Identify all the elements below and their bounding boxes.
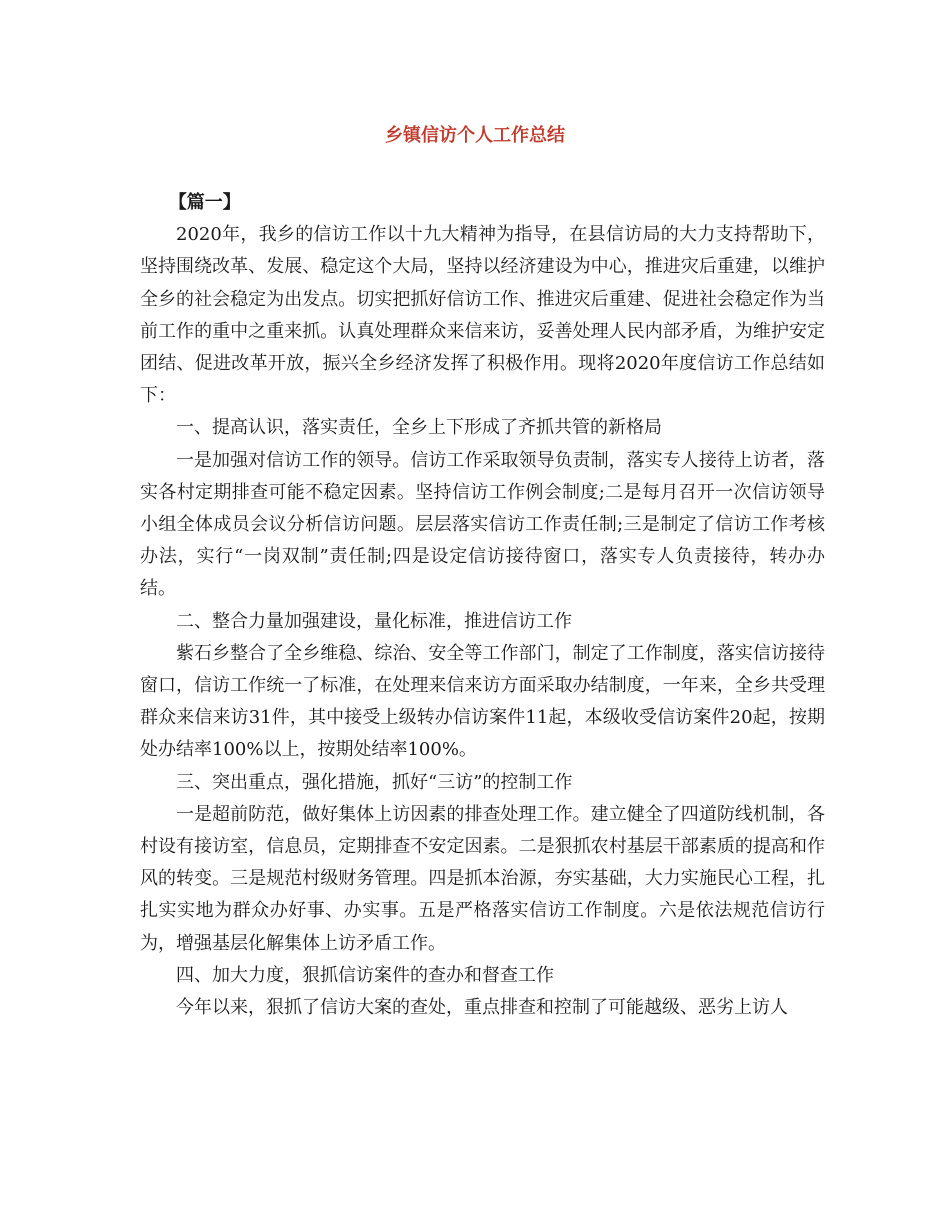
- heading-three: 三、突出重点，强化措施，抓好“三访”的控制工作: [176, 771, 573, 793]
- document-body: [140, 187, 825, 1024]
- paragraph-intro: 2020年，我乡的信访工作以十九大精神为指导，在县信访局的大力支持帮助下，坚持围绕改革、发展、稳定这个大局，坚持以经济建设为中心，推进灾后重建，以维护全乡的社会稳定为出发点。切实把抓好信访工作、推进灾后重建、促进社会稳定作为当前工作的重中之重来抓。认真处理群众来信来访，妥善处理人民内部矛盾，为维护安定团结、促进改革开放，振兴全乡经济发挥了积极作用。现将2020年度信访工作总结如下：: [140, 224, 825, 407]
- heading-one: 一、提高认识，落实责任，全乡上下形成了齐抓共管的新格局: [176, 417, 662, 439]
- paragraph-four: 今年以来，狠抓了信访大案的查处，重点排查和控制了可能越级、恶劣上访人: [176, 997, 788, 1019]
- heading-four: 四、加大力度，狠抓信访案件的查办和督查工作: [176, 964, 554, 986]
- document-title: 乡镇信访个人工作总结: [385, 125, 565, 146]
- heading-two: 二、整合力量加强建设，量化标准，推进信访工作: [176, 610, 572, 632]
- paragraph-three: 一是超前防范，做好集体上访因素的排查处理工作。建立健全了四道防线机制，各村设有接访室，信息员，定期排查不安定因素。二是狠抓农村基层干部素质的提高和作风的转变。三是规范村级财务管理。四是抓本治源，夯实基础，大力实施民心工程，扎扎实实地为群众办好事、办实事。五是严格落实信访工作制度。六是依法规范信访行为，增强基层化解集体上访矛盾工作。: [140, 803, 825, 954]
- section-label: 【篇一】: [168, 192, 241, 213]
- paragraph-one: 一是加强对信访工作的领导。信访工作采取领导负责制，落实专人接待上访者，落实各村定期排查可能不稳定因素。坚持信访工作例会制度;二是每月召开一次信访领导小组全体成员会议分析信访问题。层层落实信访工作责任制;三是制定了信访工作考核办法，实行“一岗双制”责任制;四是设定信访接待窗口，落实专人负责接待，转办办结。: [140, 449, 825, 600]
- paragraph-two: 紫石乡整合了全乡维稳、综治、安全等工作部门，制定了工作制度，落实信访接待窗口，信访工作统一了标准，在处理来信来访方面采取办结制度，一年来，全乡共受理群众来信来访31件，其中接受上级转办信访案件11起，本级收受信访案件20起，按期处办结率100%以上，按期处结率100%。: [140, 642, 825, 761]
